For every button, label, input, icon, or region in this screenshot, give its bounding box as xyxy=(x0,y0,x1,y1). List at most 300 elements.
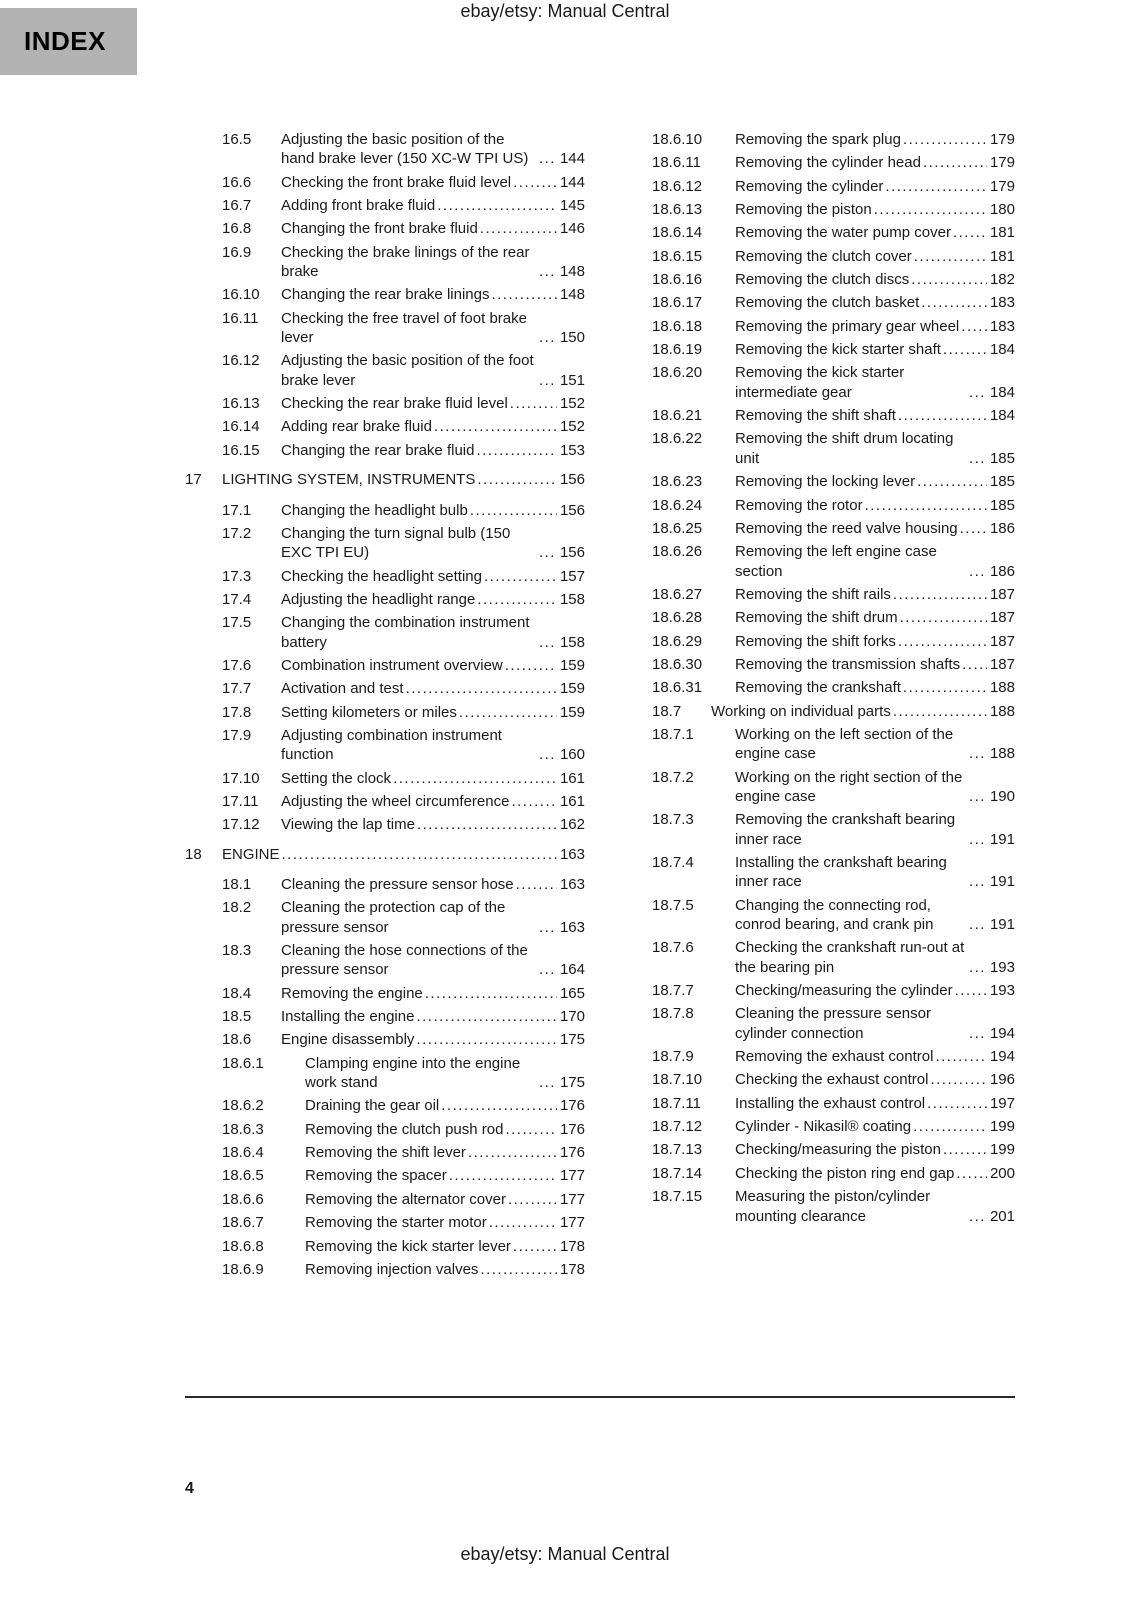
toc-entry-body xyxy=(735,1164,1015,1183)
toc-entry-number: 17.9 xyxy=(222,726,252,744)
toc-entry xyxy=(185,417,585,436)
toc-entry-title: Working on the right section of the engine case xyxy=(735,768,963,805)
toc-leader-dots xyxy=(955,981,987,1000)
toc-leader-dots xyxy=(539,543,557,562)
toc-entry-title: Removing injection valves xyxy=(305,1260,479,1278)
toc-entry xyxy=(615,270,1015,289)
toc-entry-page: 148 xyxy=(559,263,585,281)
toc-leader-dots xyxy=(893,585,987,604)
toc-entry-title: Installing the exhaust control xyxy=(735,1094,926,1112)
toc-leader-dots xyxy=(903,678,987,697)
toc-entry-page: 179 xyxy=(989,177,1015,195)
toc-entry xyxy=(615,632,1015,651)
toc-entry-page: 144 xyxy=(559,150,585,168)
toc-entry-number: 16.7 xyxy=(222,197,252,215)
toc-entry-number: 18.6.18 xyxy=(652,317,703,335)
toc-entry-number: 18.7.5 xyxy=(652,896,694,914)
toc-entry-number: 16.8 xyxy=(222,220,252,238)
toc-entry xyxy=(185,898,585,937)
toc-column-left xyxy=(185,130,585,1283)
toc-entry-page: 164 xyxy=(559,961,585,979)
toc-entry xyxy=(185,656,585,675)
toc-entry-body xyxy=(305,1190,585,1209)
toc-entry-number: 16.6 xyxy=(222,173,252,191)
toc-entry-page: 197 xyxy=(989,1094,1015,1112)
toc-entry-title: Cleaning the hose connections of the pressure sensor xyxy=(281,942,528,979)
toc-entry-page: 201 xyxy=(989,1207,1015,1225)
toc-entry xyxy=(615,340,1015,359)
toc-entry-body xyxy=(281,309,585,348)
toc-entry-body xyxy=(735,853,1015,892)
toc-entry xyxy=(185,1237,585,1256)
toc-entry-title: Cleaning the pressure sensor hose xyxy=(281,876,514,893)
toc-entry-title: Removing the alternator cover xyxy=(305,1190,506,1208)
toc-entry xyxy=(185,1096,585,1115)
toc-entry xyxy=(185,875,585,894)
toc-entry-body xyxy=(281,1007,585,1026)
toc-entry-body xyxy=(305,1120,585,1139)
toc-entry-page: 177 xyxy=(559,1167,585,1185)
toc-leader-dots xyxy=(539,1073,557,1092)
page-number: 4 xyxy=(185,1480,194,1497)
toc-entry-page: 186 xyxy=(989,562,1015,580)
toc-entry xyxy=(615,130,1015,149)
toc-entry-number: 18.6.29 xyxy=(652,632,703,650)
toc-entry xyxy=(185,130,585,169)
toc-entry-title: Setting the clock xyxy=(281,769,392,787)
toc-entry-title: Removing the spacer xyxy=(305,1167,447,1185)
toc-entry xyxy=(615,725,1015,764)
toc-leader-dots xyxy=(539,262,557,281)
toc-entry-number: 18.3 xyxy=(222,942,252,960)
toc-entry-title: ENGINE xyxy=(222,845,280,863)
toc-entry xyxy=(185,219,585,238)
toc-entry-number: 18.7.2 xyxy=(652,768,694,786)
toc-entry-page: 145 xyxy=(559,197,585,215)
toc-entry-body xyxy=(305,1166,585,1185)
toc-entry-number: 18.7.6 xyxy=(652,939,694,957)
toc-entry xyxy=(615,200,1015,219)
toc-entry-body xyxy=(281,703,585,722)
toc-entry-number: 18.7.1 xyxy=(652,725,694,743)
toc-entry-page: 175 xyxy=(559,1074,585,1092)
toc-entry xyxy=(185,941,585,980)
index-label: INDEX xyxy=(24,26,106,56)
toc-entry-title: Removing the piston xyxy=(735,201,872,219)
toc-leader-dots xyxy=(969,872,987,891)
toc-entry-number: 18.6.31 xyxy=(652,679,703,697)
toc-entry-number: 18.7.13 xyxy=(652,1141,703,1159)
index-label-box xyxy=(0,8,137,75)
toc-entry-page: 177 xyxy=(559,1214,585,1232)
toc-entry xyxy=(615,1047,1015,1066)
toc-entry-body xyxy=(281,679,585,698)
toc-leader-dots xyxy=(930,1070,987,1089)
footer-title: ebay/etsy: Manual Central xyxy=(460,1544,670,1564)
toc-entry-title: Removing the crankshaft xyxy=(735,679,901,697)
toc-leader-dots xyxy=(539,745,557,764)
toc-entry xyxy=(185,285,585,304)
toc-entry-body xyxy=(735,340,1015,359)
toc-entry-body xyxy=(735,542,1015,581)
toc-entry-body xyxy=(735,632,1015,651)
toc-entry-body xyxy=(735,1047,1015,1066)
toc-entry-title: Removing the shift shaft xyxy=(735,407,896,425)
toc-entry-title: Removing the spark plug xyxy=(735,131,901,148)
toc-entry xyxy=(615,585,1015,604)
toc-entry-page: 144 xyxy=(559,173,585,191)
toc-entry-page: 158 xyxy=(559,633,585,651)
toc-leader-dots xyxy=(969,562,987,581)
toc-entry-page: 187 xyxy=(989,655,1015,673)
toc-entry-body xyxy=(735,293,1015,312)
toc-leader-dots xyxy=(416,1030,557,1049)
toc-entry-body xyxy=(735,153,1015,172)
toc-entry-body xyxy=(281,1030,585,1049)
toc-entry-number: 18.6.30 xyxy=(652,655,703,673)
toc-entry-body xyxy=(222,470,585,489)
toc-leader-dots xyxy=(508,1190,557,1209)
toc-entry-number: 18.7 xyxy=(652,702,682,720)
toc-entry xyxy=(185,351,585,390)
toc-entry-body xyxy=(735,472,1015,491)
toc-entry xyxy=(615,608,1015,627)
toc-entry-title: Adjusting the headlight range xyxy=(281,590,476,608)
toc-entry-number: 16.13 xyxy=(222,395,260,413)
toc-entry-page: 199 xyxy=(989,1118,1015,1136)
toc-entry xyxy=(185,441,585,460)
toc-entry-body xyxy=(735,1187,1015,1226)
toc-entry-number: 17.12 xyxy=(222,816,260,834)
toc-entry xyxy=(185,1120,585,1139)
toc-entry-number: 17.11 xyxy=(222,792,259,810)
toc-entry-page: 196 xyxy=(989,1071,1015,1089)
toc-entry-page: 159 xyxy=(559,703,585,721)
toc-entry-body xyxy=(735,496,1015,515)
toc-entry xyxy=(615,542,1015,581)
toc-entry-page: 191 xyxy=(989,916,1015,934)
toc-entry-body xyxy=(735,678,1015,697)
toc-entry-page: 160 xyxy=(559,746,585,764)
toc-entry-number: 18.7.8 xyxy=(652,1005,694,1023)
toc-entry xyxy=(615,1004,1015,1043)
toc-leader-dots xyxy=(539,149,557,168)
toc-leader-dots xyxy=(923,153,987,172)
toc-entry xyxy=(615,655,1015,674)
toc-leader-dots xyxy=(513,173,557,192)
toc-entry xyxy=(185,703,585,722)
toc-entry-body xyxy=(735,519,1015,538)
toc-entry-title: Removing the locking lever xyxy=(735,473,916,491)
toc-leader-dots xyxy=(511,792,557,811)
toc-entry-number: 18.1 xyxy=(222,876,252,893)
toc-leader-dots xyxy=(510,394,557,413)
toc-entry xyxy=(185,173,585,192)
toc-column-right xyxy=(615,130,1015,1283)
toc-entry-body xyxy=(735,1094,1015,1113)
toc-entry xyxy=(185,394,585,413)
toc-leader-dots xyxy=(425,984,557,1003)
toc-entry-title: Adjusting the wheel circumference xyxy=(281,792,510,810)
toc-entry-title: Removing the crankshaft bearing inner race xyxy=(735,811,956,848)
toc-entry-number: 18.6.3 xyxy=(222,1120,264,1138)
toc-entry-number: 18.6.19 xyxy=(652,341,703,359)
toc-entry-body xyxy=(735,1117,1015,1136)
toc-leader-dots xyxy=(539,371,557,390)
toc-entry-number: 18.5 xyxy=(222,1008,252,1026)
toc-entry-body xyxy=(735,1070,1015,1089)
toc-entry-body xyxy=(735,585,1015,604)
toc-leader-dots xyxy=(911,270,987,289)
toc-entry-title: Removing the shift forks xyxy=(735,632,896,650)
toc-entry-page: 186 xyxy=(989,519,1015,537)
toc-entry xyxy=(615,1117,1015,1136)
toc-leader-dots xyxy=(505,656,557,675)
toc-entry-page: 163 xyxy=(559,918,585,936)
toc-entry-number: 18.7.3 xyxy=(652,811,694,829)
toc-entry-page: 176 xyxy=(559,1144,585,1162)
toc-entry xyxy=(185,613,585,652)
toc-entry-number: 18.6.21 xyxy=(652,407,703,425)
toc-entry xyxy=(185,196,585,215)
toc-entry-body xyxy=(735,768,1015,807)
toc-leader-dots xyxy=(468,1143,557,1162)
toc-entry xyxy=(615,496,1015,515)
toc-entry-number: 18.7.11 xyxy=(652,1094,701,1112)
toc-entry-body xyxy=(281,441,585,460)
toc-entry-page: 187 xyxy=(989,585,1015,603)
toc-entry-page: 150 xyxy=(559,329,585,347)
toc-entry-number: 18.7.15 xyxy=(652,1188,703,1206)
toc-entry xyxy=(185,769,585,788)
toc-leader-dots xyxy=(417,815,557,834)
toc-entry xyxy=(615,981,1015,1000)
toc-entry-title: Combination instrument overview xyxy=(281,656,503,674)
toc-entry-body xyxy=(735,1140,1015,1159)
toc-leader-dots xyxy=(921,293,987,312)
toc-entry-body xyxy=(281,417,585,436)
toc-leader-dots xyxy=(885,177,987,196)
toc-entry-body xyxy=(735,938,1015,977)
toc-entry-number: 16.14 xyxy=(222,418,260,436)
toc-entry-body xyxy=(222,845,585,864)
toc-entry xyxy=(185,501,585,520)
toc-entry-number: 16.5 xyxy=(222,131,252,148)
toc-entry xyxy=(615,406,1015,425)
toc-entry-title: Measuring the piston/cylinder mounting clearance xyxy=(735,1188,931,1225)
toc-entry xyxy=(615,896,1015,935)
toc-entry-body xyxy=(305,1213,585,1232)
toc-entry xyxy=(615,177,1015,196)
toc-entry-number: 18.7.10 xyxy=(652,1071,703,1089)
toc-entry-body xyxy=(735,406,1015,425)
toc-entry-title: Removing the rotor xyxy=(735,496,863,514)
toc-entry xyxy=(615,363,1015,402)
toc-entry xyxy=(615,1094,1015,1113)
toc-leader-dots xyxy=(943,1140,987,1159)
toc-entry-title: Changing the rear brake fluid xyxy=(281,441,475,459)
toc-entry-title: Removing the primary gear wheel xyxy=(735,317,960,335)
toc-entry xyxy=(185,243,585,282)
toc-entry xyxy=(615,293,1015,312)
toc-entry-page: 184 xyxy=(989,341,1015,359)
toc-entry-body xyxy=(281,524,585,563)
toc-entry-title: Removing the engine xyxy=(281,984,423,1002)
toc-leader-dots xyxy=(491,285,557,304)
toc-entry-page: 183 xyxy=(989,317,1015,335)
toc-leader-dots xyxy=(505,1120,557,1139)
toc-leader-dots xyxy=(962,655,987,674)
toc-leader-dots xyxy=(449,1166,557,1185)
toc-entry-page: 156 xyxy=(559,544,585,562)
toc-entry-body xyxy=(735,655,1015,674)
toc-leader-dots xyxy=(480,219,557,238)
toc-entry-page: 188 xyxy=(989,679,1015,697)
toc-leader-dots xyxy=(406,679,557,698)
toc-entry xyxy=(185,1007,585,1026)
toc-entry-title: Removing the exhaust control xyxy=(735,1048,934,1066)
table-of-contents xyxy=(185,130,1015,1283)
toc-leader-dots xyxy=(477,470,557,489)
toc-entry-title: Draining the gear oil xyxy=(305,1097,440,1115)
toc-entry-page: 178 xyxy=(559,1260,585,1278)
toc-entry xyxy=(615,938,1015,977)
toc-entry-number: 17 xyxy=(185,471,202,489)
toc-entry-page: 159 xyxy=(559,680,585,698)
toc-entry-number: 18.7.12 xyxy=(652,1118,703,1136)
toc-entry-number: 17.1 xyxy=(222,501,252,519)
toc-entry-title: Checking the piston ring end gap xyxy=(735,1164,955,1182)
toc-entry-number: 18.7.9 xyxy=(652,1048,694,1066)
toc-entry-body xyxy=(735,247,1015,266)
toc-entry-title: Cylinder - Nikasil® coating xyxy=(735,1118,912,1136)
toc-entry-number: 18.6.5 xyxy=(222,1167,264,1185)
toc-entry-page: 176 xyxy=(559,1097,585,1115)
toc-leader-dots xyxy=(943,340,987,359)
toc-entry xyxy=(615,1164,1015,1183)
toc-entry-page: 200 xyxy=(989,1164,1015,1182)
toc-entry xyxy=(615,853,1015,892)
toc-leader-dots xyxy=(969,915,987,934)
toc-entry-number: 18.6.24 xyxy=(652,496,703,514)
toc-entry-body xyxy=(281,726,585,765)
toc-leader-dots xyxy=(480,1260,557,1279)
toc-entry-title: Removing the clutch discs xyxy=(735,271,910,289)
toc-entry-number: 18.6.7 xyxy=(222,1214,264,1232)
toc-entry-page: 181 xyxy=(989,247,1015,265)
toc-entry-title: Viewing the lap time xyxy=(281,816,415,834)
toc-entry-body xyxy=(735,810,1015,849)
toc-leader-dots xyxy=(960,519,987,538)
toc-entry-title: Checking/measuring the cylinder xyxy=(735,982,953,1000)
toc-entry-title: Changing the turn signal bulb (150 EXC TPI EU) xyxy=(281,524,511,562)
toc-entry xyxy=(185,1190,585,1209)
toc-entry-page: 184 xyxy=(989,407,1015,425)
toc-entry-title: Checking the brake linings of the rear brake xyxy=(281,243,530,281)
toc-leader-dots xyxy=(513,1237,557,1256)
toc-entry-body xyxy=(735,317,1015,336)
toc-leader-dots xyxy=(393,769,557,788)
toc-entry-title: Adjusting the basic position of the foot brake lever xyxy=(281,352,534,389)
toc-entry-number: 18.6.15 xyxy=(652,247,703,265)
toc-entry-body xyxy=(281,815,585,834)
toc-leader-dots xyxy=(935,1047,987,1066)
toc-entry-page: 177 xyxy=(559,1190,585,1208)
toc-entry xyxy=(615,429,1015,468)
toc-entry-page: 163 xyxy=(559,845,585,863)
toc-entry-page: 191 xyxy=(989,830,1015,848)
toc-entry-body xyxy=(281,173,585,192)
toc-entry-body xyxy=(735,177,1015,196)
toc-leader-dots xyxy=(516,875,557,894)
toc-entry-number: 18 xyxy=(185,845,202,863)
toc-entry-body xyxy=(735,981,1015,1000)
toc-entry-body xyxy=(735,200,1015,219)
toc-entry-title: Removing the transmission shafts xyxy=(735,655,961,673)
toc-entry-title: Installing the engine xyxy=(281,1008,415,1026)
toc-entry-page: 175 xyxy=(559,1031,585,1049)
toc-entry-number: 18.6.11 xyxy=(652,154,701,172)
toc-entry xyxy=(185,726,585,765)
toc-entry-page: 179 xyxy=(989,131,1015,148)
toc-entry-title: Adding front brake fluid xyxy=(281,197,436,215)
toc-entry-page: 194 xyxy=(989,1024,1015,1042)
toc-entry-body xyxy=(735,896,1015,935)
toc-leader-dots xyxy=(470,501,557,520)
toc-entry-title: Removing the shift rails xyxy=(735,585,891,603)
toc-entry-page: 191 xyxy=(989,873,1015,891)
toc-entry-body xyxy=(735,429,1015,468)
toc-entry-page: 178 xyxy=(559,1237,585,1255)
toc-entry-title: Removing the left engine case section xyxy=(735,543,937,580)
toc-entry-title: Checking the crankshaft run-out at the bearing pin xyxy=(735,939,965,976)
toc-entry-title: Checking the exhaust control xyxy=(735,1071,929,1089)
toc-entry-page: 190 xyxy=(989,787,1015,805)
toc-entry-body xyxy=(305,1054,585,1093)
toc-entry-page: 146 xyxy=(559,220,585,238)
toc-entry-number: 18.6.16 xyxy=(652,271,703,289)
toc-entry-page: 185 xyxy=(989,473,1015,491)
toc-entry-page: 181 xyxy=(989,224,1015,242)
toc-entry-title: Removing the shift lever xyxy=(305,1144,466,1162)
toc-entry xyxy=(185,567,585,586)
toc-entry-page: 176 xyxy=(559,1120,585,1138)
toc-leader-dots xyxy=(969,383,987,402)
toc-entry-title: Checking the headlight setting xyxy=(281,567,482,585)
toc-entry-body xyxy=(281,656,585,675)
toc-entry-number: 18.6.4 xyxy=(222,1144,264,1162)
toc-leader-dots xyxy=(539,328,557,347)
toc-entry-body xyxy=(281,196,585,215)
toc-leader-dots xyxy=(898,406,987,425)
toc-leader-dots xyxy=(489,1213,557,1232)
toc-entry-title: Removing the cylinder head xyxy=(735,154,921,172)
toc-entry-number: 16.9 xyxy=(222,243,252,261)
toc-leader-dots xyxy=(914,247,987,266)
toc-entry xyxy=(185,845,585,864)
toc-entry-page: 162 xyxy=(559,816,585,834)
toc-entry-body xyxy=(281,984,585,1003)
toc-entry-page: 180 xyxy=(989,201,1015,219)
toc-entry xyxy=(615,1140,1015,1159)
toc-leader-dots xyxy=(865,496,987,515)
toc-entry-number: 17.4 xyxy=(222,590,252,608)
toc-entry-body xyxy=(735,270,1015,289)
toc-leader-dots xyxy=(969,744,987,763)
toc-entry-title: Working on the left section of the engine case xyxy=(735,725,954,763)
toc-entry-body xyxy=(281,219,585,238)
toc-entry-number: 16.10 xyxy=(222,286,260,304)
